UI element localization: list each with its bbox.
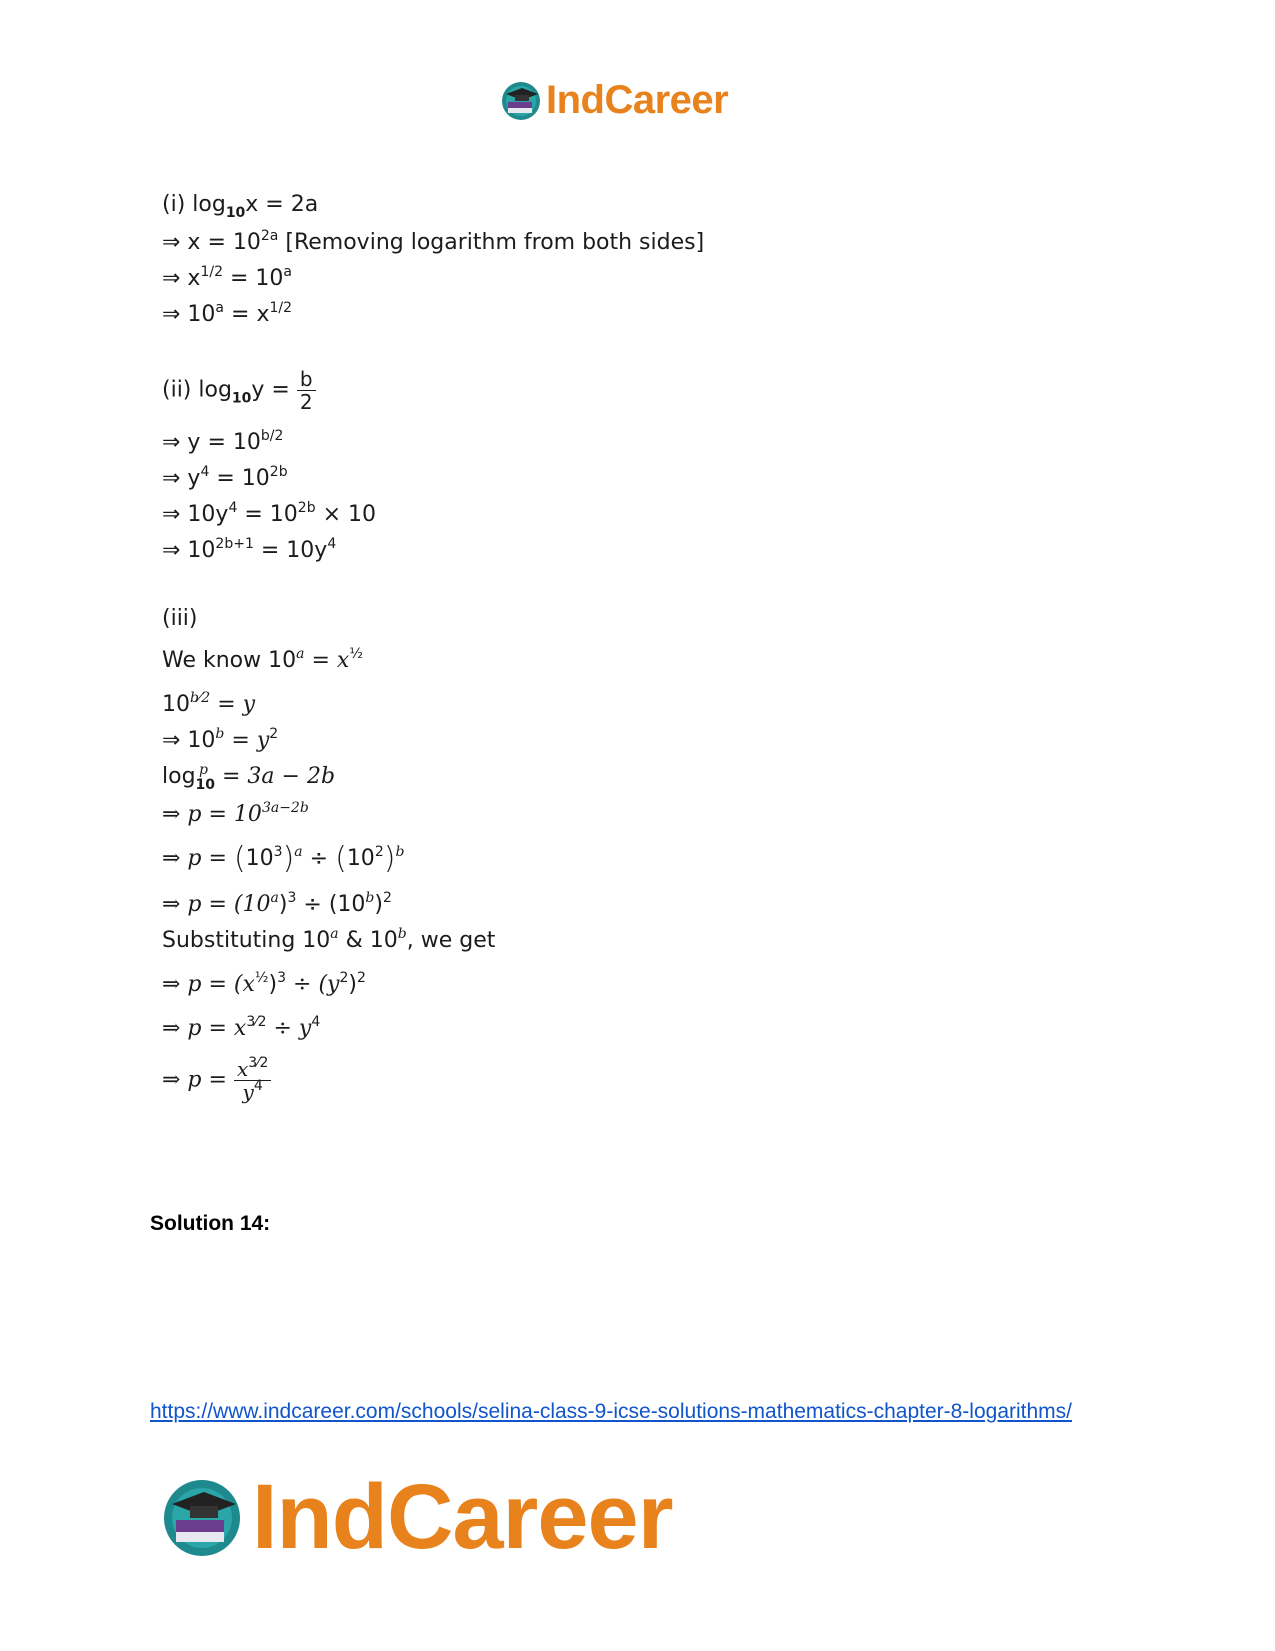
fraction: $\frac{b}{2}$ bbox=[297, 368, 316, 413]
part-iii-line-9: ⇒ $p = (x^{\frac{1}{2}})^3 \div (y^2)^2$ bbox=[162, 970, 366, 997]
graduation-cap-book-icon bbox=[160, 1476, 244, 1560]
header-logo[interactable] bbox=[500, 78, 728, 123]
footer-logo[interactable] bbox=[160, 1465, 673, 1570]
part-iii-line-10: ⇒ $p = x^{3⁄2} \div y^4$ bbox=[162, 1014, 321, 1041]
part-i-line-3: ⇒ $x^{1/2} = 10^a$ bbox=[162, 264, 292, 291]
part-iii-line-6: ⇒ $p = (10^3)^a \div (10^2)^b$ bbox=[162, 841, 405, 876]
part-iii-line-2: $10^{b⁄2} = y$ bbox=[162, 690, 256, 717]
part-ii-line-2: ⇒ $y = 10^{b/2}$ bbox=[162, 428, 284, 455]
fraction: $\frac{x^{3⁄2}}{y^4}$ bbox=[234, 1058, 271, 1103]
part-iii-line-5: ⇒ $p = 10^{3a-2b}$ bbox=[162, 800, 309, 827]
logo-wordmark: IndCareer bbox=[252, 1466, 673, 1568]
part-ii-line-1: (ii) $\log_{10}y$ = $\frac{b}{2}$ bbox=[162, 368, 316, 413]
part-iii-line-8: Substituting 10$^a$ & 10$^b$, we get bbox=[162, 926, 496, 953]
part-ii-line-3: ⇒ $y^4 = 10^{2b}$ bbox=[162, 464, 288, 491]
part-iii-line-7: ⇒ $p = (10^a)^3 \div (10^b)^2$ bbox=[162, 890, 392, 917]
solution-14-heading: Solution 14: bbox=[150, 1212, 271, 1235]
part-iii-line-11: ⇒ p = $\frac{x^{3⁄2}}{y^4}$ bbox=[162, 1058, 271, 1103]
part-iii-line-1: We know $10^a = x^{\frac{1}{2}}$ bbox=[162, 646, 363, 673]
part-iii-line-4: $\log_{10}^p = 3a - 2b$ bbox=[162, 762, 336, 793]
graduation-cap-book-icon bbox=[500, 80, 542, 122]
part-ii-line-4: ⇒ $10y^4 = 10^{2b} \times 10$ bbox=[162, 500, 377, 527]
footer-url-link[interactable]: https://www.indcareer.com/schools/selina-class-9-icse-solutions-mathematics-chapter-8-logarithms/ bbox=[150, 1400, 1073, 1423]
part-iii-line-3: ⇒ $10^b = y^2$ bbox=[162, 726, 279, 753]
logo-wordmark: IndCareer bbox=[546, 78, 729, 122]
part-i-line-4: ⇒ $10^a = x^{1/2}$ bbox=[162, 300, 292, 327]
part-iii-label: (iii) bbox=[162, 606, 198, 631]
part-i-line-2: ⇒ $x = 10^{2a}$ [Removing logarithm from both sides] bbox=[162, 228, 705, 255]
part-i-line-1: (i) $\log_{10}x = 2a$ bbox=[162, 192, 319, 221]
part-ii-line-5: ⇒ $10^{2b+1} = 10y^4$ bbox=[162, 536, 337, 563]
